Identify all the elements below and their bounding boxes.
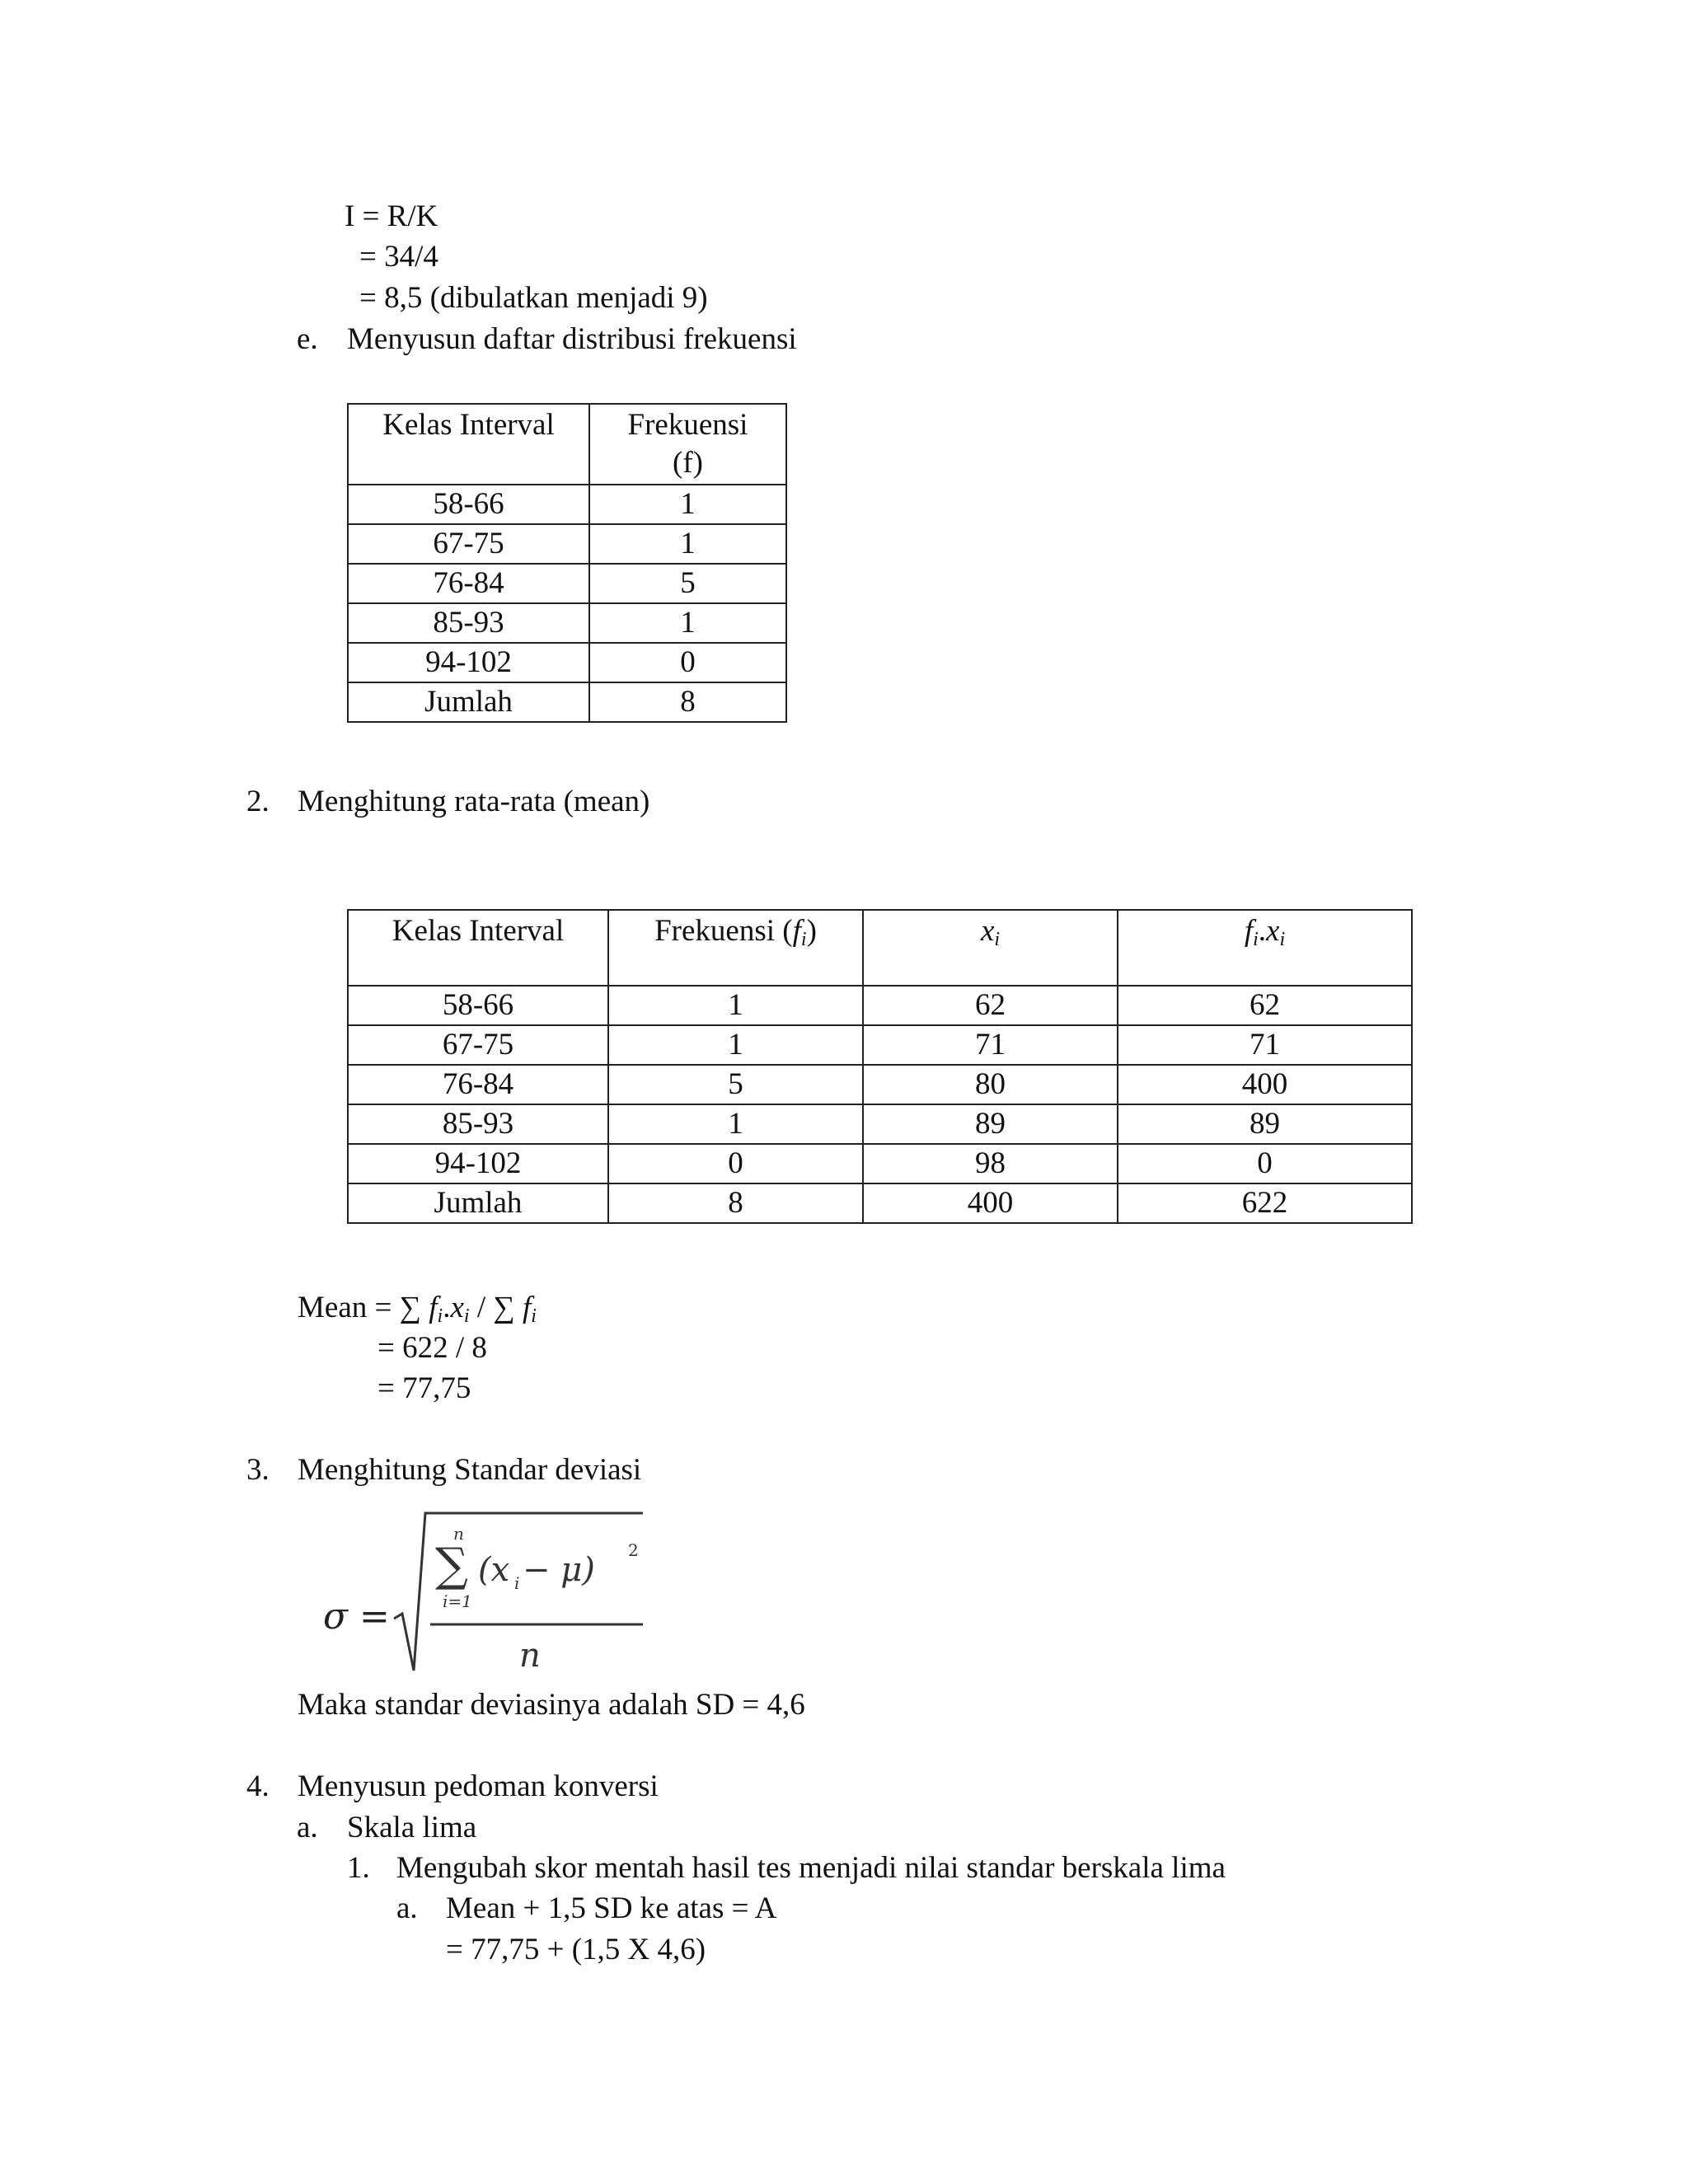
table-header-row (348, 910, 1412, 986)
table-cell: 71 (863, 1025, 1118, 1065)
header-var: f (792, 914, 801, 948)
table-row (348, 1104, 1412, 1144)
header-sub: i (1253, 929, 1259, 950)
mean-line2: = 622 / 8 (377, 1331, 487, 1365)
sum-upper-limit: n (453, 1524, 464, 1544)
interval-formula-line1: I = R/K (345, 199, 438, 233)
table-cell: 58-66 (348, 485, 589, 524)
table-cell: 5 (608, 1065, 863, 1104)
standard-deviation-formula (313, 1508, 659, 1681)
table-cell: 62 (1118, 986, 1412, 1025)
mean-calculation-table (347, 909, 1413, 1224)
header-frekuensi (589, 404, 786, 485)
section-2-title: Menghitung rata-rata (mean) (298, 785, 650, 818)
header-label: Frekuensi ( (654, 914, 793, 948)
math-sub: i (531, 1305, 537, 1327)
step-e-text: Menyusun daftar distribusi frekuensi (347, 322, 797, 356)
sum-lower-limit: i=1 (443, 1591, 472, 1611)
table-cell: 5 (589, 564, 786, 603)
table-cell: 85-93 (348, 1104, 608, 1144)
header-label: Frekuensi (627, 408, 748, 442)
table-header-row (348, 404, 786, 485)
table-cell: 89 (863, 1104, 1118, 1144)
sub-a1-text: Mengubah skor mentah hasil tes menjadi nilai standar berskala lima (396, 1851, 1226, 1885)
numerator-subscript: i (514, 1573, 520, 1593)
list-marker-e: e. (297, 322, 318, 356)
list-marker-1: 1. (347, 1851, 370, 1885)
header-label: ) (806, 914, 817, 948)
exponent: 2 (628, 1540, 639, 1560)
numerator-mu: − μ) (523, 1551, 595, 1589)
sigma-symbol: σ = (323, 1596, 390, 1638)
list-marker-4: 4. (246, 1769, 270, 1803)
table-cell: 8 (608, 1183, 863, 1223)
sd-result-text: Maka standar deviasinya adalah SD = 4,6 (298, 1688, 805, 1722)
table-cell: 0 (1118, 1144, 1412, 1183)
table-cell: 89 (1118, 1104, 1412, 1144)
table-cell: Jumlah (348, 682, 589, 722)
table-cell: 67-75 (348, 524, 589, 564)
table-row (348, 1183, 1412, 1223)
table-row (348, 1144, 1412, 1183)
table-cell: 400 (863, 1183, 1118, 1223)
header-frekuensi-fi (608, 910, 863, 986)
header-label: Kelas Interval (392, 914, 565, 948)
summation-sign: ∑ (435, 1539, 468, 1592)
table-row (348, 603, 786, 643)
table-cell: 94-102 (348, 643, 589, 682)
header-sub: i (800, 929, 807, 950)
header-label-sub: (f) (673, 446, 703, 480)
table-cell: 80 (863, 1065, 1118, 1104)
table-cell: 1 (608, 1025, 863, 1065)
math-dot: . (443, 1291, 451, 1324)
table-cell: 67-75 (348, 1025, 608, 1065)
section-4-title: Menyusun pedoman konversi (298, 1769, 659, 1803)
sub-a1a-line2: = 77,75 + (1,5 X 4,6) (446, 1933, 706, 1966)
table-cell: 1 (589, 485, 786, 524)
list-marker-a: a. (297, 1811, 318, 1844)
table-row (348, 643, 786, 682)
table-cell: 0 (589, 643, 786, 682)
math-var: f (429, 1291, 438, 1324)
header-fi-xi (1118, 910, 1412, 986)
header-var: x (1266, 914, 1280, 948)
table-row (348, 1025, 1412, 1065)
header-var: f (1244, 914, 1254, 948)
numerator-x: (x (478, 1551, 510, 1589)
table-cell: 1 (608, 986, 863, 1025)
frequency-distribution-table (347, 403, 787, 723)
table-row (348, 1065, 1412, 1104)
mean-formula (298, 1287, 537, 1329)
header-dot: . (1258, 914, 1267, 948)
math-sub: i (463, 1305, 470, 1327)
math-var: x (450, 1291, 464, 1324)
sub-a-text: Skala lima (347, 1811, 477, 1844)
table-cell: 1 (589, 603, 786, 643)
table-row (348, 682, 786, 722)
table-cell: 76-84 (348, 564, 589, 603)
table-cell: 71 (1118, 1025, 1412, 1065)
mean-label: Mean = ∑ (298, 1291, 429, 1324)
table-row (348, 524, 786, 564)
list-marker-2: 2. (246, 785, 270, 818)
header-sub: i (994, 929, 1001, 950)
table-cell: 76-84 (348, 1065, 608, 1104)
header-xi (863, 910, 1118, 986)
math-var: f (522, 1291, 532, 1324)
table-cell: Jumlah (348, 1183, 608, 1223)
interval-formula-line3: = 8,5 (dibulatkan menjadi 9) (359, 281, 708, 315)
table-cell: 1 (589, 524, 786, 564)
table-cell: 58-66 (348, 986, 608, 1025)
table-row (348, 485, 786, 524)
table-cell: 8 (589, 682, 786, 722)
table-cell: 85-93 (348, 603, 589, 643)
sub-a1a-text: Mean + 1,5 SD ke atas = A (446, 1891, 777, 1925)
mean-line3: = 77,75 (377, 1371, 471, 1405)
table-cell: 98 (863, 1144, 1118, 1183)
header-label: Kelas Interval (382, 408, 555, 442)
header-kelas-interval (348, 404, 589, 485)
table-cell: 1 (608, 1104, 863, 1144)
table-row (348, 986, 1412, 1025)
list-marker-3: 3. (246, 1453, 270, 1487)
table-cell: 0 (608, 1144, 863, 1183)
list-marker-a-nested: a. (396, 1891, 418, 1925)
table-cell: 62 (863, 986, 1118, 1025)
header-var: x (980, 914, 995, 948)
math-sub: i (437, 1305, 443, 1327)
table-cell: 94-102 (348, 1144, 608, 1183)
interval-formula-line2: = 34/4 (359, 240, 438, 274)
table-row (348, 564, 786, 603)
section-3-title: Menghitung Standar deviasi (298, 1453, 642, 1487)
table-cell: 400 (1118, 1065, 1412, 1104)
math-operator: / ∑ (469, 1291, 523, 1324)
denominator-n: n (519, 1637, 541, 1675)
header-kelas-interval (348, 910, 608, 986)
table-cell: 622 (1118, 1183, 1412, 1223)
header-sub: i (1279, 929, 1286, 950)
